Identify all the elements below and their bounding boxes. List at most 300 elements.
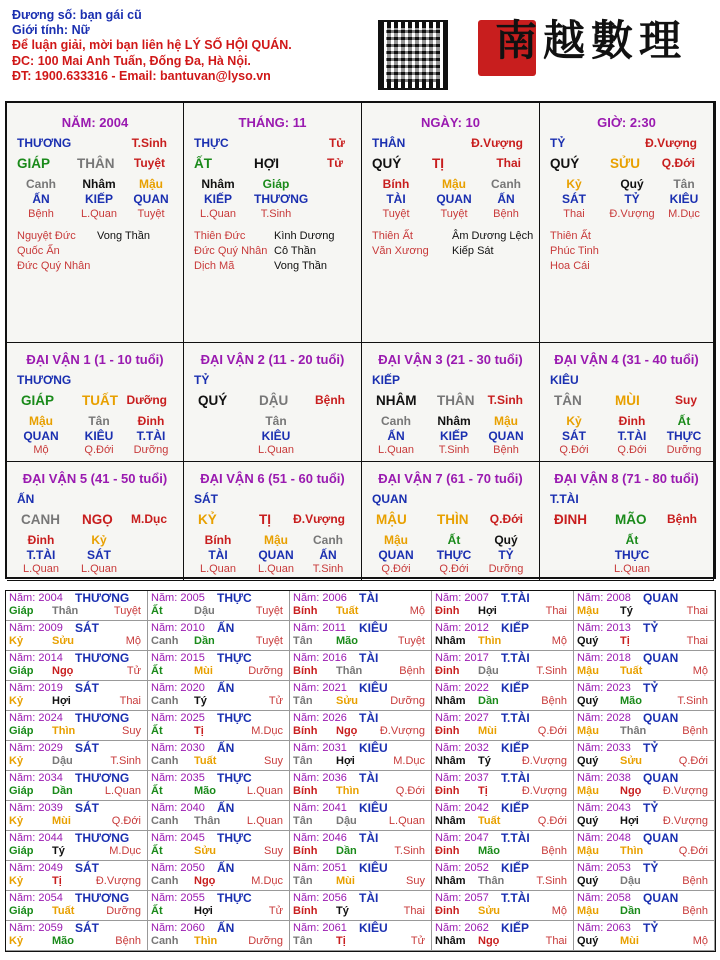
dai-van-star: T.TÀI <box>550 492 579 506</box>
dai-van-star: SÁT <box>194 492 218 506</box>
year-phase: Mộ <box>692 935 708 947</box>
address: ĐC: 100 Mai Anh Tuấn, Đống Đa, Hà Nội. <box>12 53 251 68</box>
year-label: Năm: 2025 <box>151 712 205 724</box>
year-star: THƯƠNG <box>75 891 130 905</box>
year-cell <box>290 921 432 951</box>
year-stem: Quý <box>577 755 599 767</box>
year-cell <box>290 681 432 711</box>
year-label: Năm: 2043 <box>577 802 631 814</box>
year-star: KIẾP <box>501 681 530 695</box>
year-phase: T.Sinh <box>394 845 425 857</box>
year-label: Năm: 2012 <box>435 622 489 634</box>
pillar-phase: Đ.Vượng <box>471 136 523 150</box>
year-table <box>5 590 716 952</box>
special-star: Kiếp Sát <box>452 245 494 257</box>
year-phase: Suy <box>264 845 283 857</box>
year-label: Năm: 2009 <box>9 622 63 634</box>
hidden-phase: Mộ <box>33 444 49 456</box>
hidden-phase: Tuyệt <box>137 208 165 220</box>
hidden-star: ẤN <box>319 548 337 562</box>
year-cell <box>574 861 715 891</box>
year-cell <box>290 831 432 861</box>
hidden-phase: Đ.Vượng <box>609 208 655 220</box>
year-stem: Tân <box>293 935 313 947</box>
hidden-phase: Q.Đới <box>617 444 647 456</box>
year-star: KIÊU <box>359 741 388 755</box>
year-stem: Canh <box>151 935 179 947</box>
special-star: Văn Xương <box>372 245 429 257</box>
hidden-phase: T.Sinh <box>260 208 292 220</box>
hidden-star: THỰC <box>614 548 650 562</box>
year-star: TỶ <box>643 681 659 695</box>
year-stem: Đinh <box>435 665 460 677</box>
year-star: THỰC <box>217 651 252 665</box>
year-star: KIẾP <box>501 921 530 935</box>
hidden-stem: Đinh <box>27 533 55 547</box>
year-branch: Mùi <box>336 875 355 887</box>
year-star: ẤN <box>217 861 235 875</box>
year-star: THỰC <box>217 591 252 605</box>
special-star: Đức Quý Nhân <box>194 245 268 257</box>
year-phase: Bệnh <box>682 725 708 737</box>
year-star: THƯƠNG <box>75 591 130 605</box>
hidden-stem: Mậu <box>29 414 53 428</box>
dai-van-cell <box>184 343 362 462</box>
hidden-phase: Bệnh <box>493 208 519 220</box>
year-branch: Ngọ <box>478 935 500 947</box>
year-label: Năm: 2036 <box>293 772 347 784</box>
hidden-stem: Bính <box>382 177 410 191</box>
hidden-phase: L.Quan <box>199 563 237 575</box>
year-label: Năm: 2005 <box>151 592 205 604</box>
year-cell <box>432 711 574 741</box>
hidden-star: QUAN <box>23 429 59 443</box>
hidden-phase: Q.Đới <box>559 444 589 456</box>
year-cell <box>432 591 574 621</box>
dai-van-mark: Dưỡng <box>126 393 167 407</box>
pillar-title: THÁNG: 11 <box>238 115 307 130</box>
year-branch: Dậu <box>478 665 499 677</box>
year-star: KIẾP <box>501 861 530 875</box>
earthly-branch: SỬU <box>610 156 640 171</box>
year-branch: Tuất <box>336 605 359 617</box>
year-stem: Nhâm <box>435 935 466 947</box>
year-star: KIÊU <box>359 681 388 695</box>
pillar-star: TỶ <box>550 136 566 150</box>
year-star: KIÊU <box>359 621 388 635</box>
hidden-star: SÁT <box>562 429 586 443</box>
year-star: KIẾP <box>501 801 530 815</box>
year-cell <box>290 801 432 831</box>
hidden-phase: Thai <box>563 208 585 220</box>
year-star: THỰC <box>217 891 252 905</box>
year-cell <box>148 861 290 891</box>
year-label: Năm: 2006 <box>293 592 347 604</box>
year-phase: T.Sinh <box>110 755 141 767</box>
hidden-star: KIÊU <box>84 429 114 443</box>
year-label: Năm: 2011 <box>293 622 346 634</box>
year-cell <box>148 591 290 621</box>
year-stem: Kỷ <box>9 635 24 647</box>
year-branch: Thìn <box>194 935 218 947</box>
year-phase: Đ.Vượng <box>662 785 708 797</box>
year-star: KIÊU <box>359 801 388 815</box>
hidden-stem: Canh <box>381 414 411 428</box>
qr-code[interactable] <box>378 20 448 90</box>
year-star: TỶ <box>643 861 659 875</box>
year-stem: Canh <box>151 755 179 767</box>
year-cell <box>148 741 290 771</box>
year-star: QUAN <box>643 891 679 905</box>
hidden-star: TÀI <box>386 192 406 206</box>
year-label: Năm: 2004 <box>9 592 63 604</box>
year-cell <box>290 621 432 651</box>
year-branch: Dậu <box>52 755 73 767</box>
year-branch: Mão <box>478 845 500 857</box>
year-stem: Quý <box>577 815 599 827</box>
year-star: KIÊU <box>359 921 388 935</box>
year-branch: Ngọ <box>52 665 74 677</box>
year-branch: Ngọ <box>336 725 358 737</box>
year-cell <box>148 921 290 951</box>
year-stem: Nhâm <box>435 755 466 767</box>
hidden-star: T.TÀI <box>617 429 647 443</box>
year-phase: Q.Đới <box>678 845 708 857</box>
year-cell <box>290 891 432 921</box>
year-branch: Mùi <box>620 935 639 947</box>
year-cell <box>432 861 574 891</box>
year-label: Năm: 2038 <box>577 772 631 784</box>
year-phase: Q.Đới <box>678 755 708 767</box>
pillar-mark: Thai <box>496 156 521 170</box>
year-stem: Canh <box>151 695 179 707</box>
earthly-branch: TỊ <box>259 512 271 527</box>
year-stem: Quý <box>577 635 599 647</box>
year-label: Năm: 2046 <box>293 832 347 844</box>
dai-van-star: KIẾP <box>372 373 401 387</box>
year-branch: Dần <box>194 635 215 647</box>
year-label: Năm: 2040 <box>151 802 205 814</box>
year-branch: Hợi <box>478 605 497 617</box>
year-stem: Bính <box>293 725 318 737</box>
year-star: SÁT <box>75 861 99 875</box>
dai-van-title: ĐẠI VẬN 5 (41 - 50 tuổi) <box>22 471 168 486</box>
dai-van-title: ĐẠI VẬN 8 (71 - 80 tuổi) <box>554 471 699 486</box>
year-cell <box>574 771 715 801</box>
year-stem: Bính <box>293 785 318 797</box>
year-branch: Tị <box>478 785 488 797</box>
hidden-star: TỶ <box>624 192 640 206</box>
pillar-mark: Q.Đới <box>661 156 695 170</box>
year-stem: Canh <box>151 815 179 827</box>
hidden-star: T.TÀI <box>26 548 56 562</box>
dai-van-star: KIÊU <box>550 373 579 387</box>
year-stem: Bính <box>293 845 318 857</box>
year-star: QUAN <box>643 771 679 785</box>
earthly-branch: TUẤT <box>82 393 118 408</box>
year-label: Năm: 2037 <box>435 772 489 784</box>
year-label: Năm: 2058 <box>577 892 631 904</box>
year-stem: Đinh <box>435 785 460 797</box>
year-phase: Suy <box>264 755 283 767</box>
hidden-stem: Mậu <box>264 533 288 547</box>
year-cell <box>574 801 715 831</box>
hidden-star: KIẾP <box>439 429 468 443</box>
hidden-phase: T.Sinh <box>438 444 470 456</box>
special-star: Thiên Ất <box>550 230 591 242</box>
year-cell <box>574 711 715 741</box>
year-phase: Bệnh <box>541 695 567 707</box>
year-star: T.TÀI <box>501 831 530 845</box>
year-label: Năm: 2056 <box>293 892 347 904</box>
year-label: Năm: 2063 <box>577 922 631 934</box>
year-cell <box>432 771 574 801</box>
hidden-star: SÁT <box>562 192 586 206</box>
year-stem: Mậu <box>577 785 599 797</box>
year-phase: Tử <box>268 905 283 917</box>
year-star: QUAN <box>643 831 679 845</box>
hidden-phase: Tuyệt <box>440 208 468 220</box>
year-phase: T.Sinh <box>536 665 567 677</box>
heavenly-stem: KỶ <box>198 512 217 527</box>
heavenly-stem: QUÝ <box>198 393 228 408</box>
year-stem: Ất <box>151 605 163 617</box>
hidden-stem: Tân <box>265 414 287 428</box>
year-star: THỰC <box>217 831 252 845</box>
hidden-stem: Quý <box>494 533 518 547</box>
year-phase: Thai <box>545 605 567 617</box>
year-branch: Ngọ <box>620 785 642 797</box>
year-star: THƯƠNG <box>75 771 130 785</box>
heavenly-stem: NHÂM <box>376 393 417 408</box>
year-cell <box>6 771 148 801</box>
hidden-star: TỶ <box>498 548 514 562</box>
year-stem: Giáp <box>9 725 34 737</box>
year-star: ẤN <box>217 681 235 695</box>
year-label: Năm: 2029 <box>9 742 63 754</box>
year-branch: Thân <box>336 665 363 677</box>
year-stem: Bính <box>293 905 318 917</box>
year-cell <box>574 891 715 921</box>
year-star: SÁT <box>75 801 99 815</box>
year-phase: Tuyệt <box>397 635 425 647</box>
brand-char: 南 <box>495 16 540 65</box>
year-star: THỰC <box>217 711 252 725</box>
year-branch: Mùi <box>478 725 497 737</box>
year-label: Năm: 2031 <box>293 742 347 754</box>
year-star: ẤN <box>217 801 235 815</box>
year-cell <box>148 831 290 861</box>
hidden-stem: Tân <box>88 414 110 428</box>
year-phase: Dưỡng <box>390 695 425 707</box>
hidden-star: KIÊU <box>261 429 291 443</box>
year-stem: Giáp <box>9 605 34 617</box>
pillar-cell <box>362 103 540 343</box>
year-phase: L.Quan <box>246 815 283 827</box>
pillar-title: NĂM: 2004 <box>61 115 129 130</box>
year-cell <box>148 771 290 801</box>
dai-van-title: ĐẠI VẬN 3 (21 - 30 tuổi) <box>378 352 523 367</box>
heavenly-stem: ẤT <box>194 156 212 171</box>
special-star: Kình Dương <box>274 230 335 242</box>
year-cell <box>148 621 290 651</box>
year-stem: Tân <box>293 815 313 827</box>
earthly-branch: MÙI <box>615 393 640 408</box>
year-phase: Tử <box>410 935 425 947</box>
year-phase: T.Sinh <box>677 695 708 707</box>
gender: Giới tính: Nữ <box>12 23 90 38</box>
year-stem: Nhâm <box>435 815 466 827</box>
year-label: Năm: 2010 <box>151 622 205 634</box>
year-star: SÁT <box>75 681 99 695</box>
year-label: Năm: 2057 <box>435 892 489 904</box>
year-branch: Mùi <box>52 815 71 827</box>
hidden-star: T.TÀI <box>136 429 166 443</box>
heavenly-stem: MẬU <box>376 512 407 527</box>
year-phase: Đ.Vượng <box>95 875 141 887</box>
year-label: Năm: 2048 <box>577 832 631 844</box>
year-phase: Thai <box>545 935 567 947</box>
year-label: Năm: 2051 <box>293 862 347 874</box>
year-star: SÁT <box>75 921 99 935</box>
year-stem: Ất <box>151 845 163 857</box>
dai-van-title: ĐẠI VẬN 7 (61 - 70 tuổi) <box>378 471 523 486</box>
hidden-star: QUAN <box>488 429 524 443</box>
year-label: Năm: 2021 <box>293 682 347 694</box>
hidden-stem: Quý <box>620 177 644 191</box>
year-stem: Kỷ <box>9 815 24 827</box>
header <box>12 8 292 84</box>
year-cell <box>432 831 574 861</box>
heavenly-stem: QUÝ <box>372 156 402 171</box>
year-branch: Mão <box>620 695 642 707</box>
year-star: TỶ <box>643 621 659 635</box>
heavenly-stem: TÂN <box>554 393 582 408</box>
pillar-phase: Tử <box>328 136 345 150</box>
year-cell <box>432 621 574 651</box>
year-cell <box>290 591 432 621</box>
year-label: Năm: 2050 <box>151 862 205 874</box>
year-star: TỶ <box>643 741 659 755</box>
year-stem: Mậu <box>577 725 599 737</box>
earthly-branch: THÌN <box>437 512 469 527</box>
dai-van-star: TỶ <box>194 373 210 387</box>
dai-van-cell <box>540 462 714 581</box>
dai-van-mark: T.Sinh <box>487 393 523 407</box>
year-star: SÁT <box>75 621 99 635</box>
hidden-star: ẤN <box>387 429 405 443</box>
year-branch: Tý <box>194 695 207 707</box>
year-label: Năm: 2018 <box>577 652 631 664</box>
year-stem: Mậu <box>577 905 599 917</box>
year-label: Năm: 2030 <box>151 742 205 754</box>
year-branch: Dậu <box>620 875 641 887</box>
hidden-stem: Bính <box>204 533 232 547</box>
year-branch: Sửu <box>478 905 501 917</box>
hidden-star: SÁT <box>87 548 111 562</box>
year-stem: Mậu <box>577 605 599 617</box>
year-phase: Q.Đới <box>395 785 425 797</box>
hidden-stem: Mậu <box>384 533 408 547</box>
hidden-stem: Nhâm <box>437 414 471 428</box>
year-stem: Quý <box>577 695 599 707</box>
hidden-star: THƯƠNG <box>254 192 309 206</box>
brand-char: 數 <box>591 16 636 65</box>
year-star: TÀI <box>359 771 379 785</box>
year-cell <box>148 711 290 741</box>
year-stem: Mậu <box>577 845 599 857</box>
hidden-phase: Dưỡng <box>133 444 169 456</box>
year-cell <box>574 621 715 651</box>
year-phase: Thai <box>119 695 141 707</box>
year-star: T.TÀI <box>501 891 530 905</box>
year-label: Năm: 2045 <box>151 832 205 844</box>
hidden-stem: Mậu <box>139 177 163 191</box>
year-cell <box>6 801 148 831</box>
hidden-phase: M.Dục <box>668 208 700 220</box>
year-label: Năm: 2052 <box>435 862 489 874</box>
year-phase: Bệnh <box>399 665 425 677</box>
hidden-stem: Ất <box>677 414 691 428</box>
year-stem: Đinh <box>435 725 460 737</box>
special-star: Thiên Ất <box>372 230 413 242</box>
dai-van-star: ẤN <box>17 492 35 506</box>
year-branch: Sửu <box>620 755 643 767</box>
year-star: SÁT <box>75 741 99 755</box>
year-star: KIÊU <box>359 861 388 875</box>
year-cell <box>432 681 574 711</box>
year-phase: Mộ <box>551 635 567 647</box>
hidden-phase: Bệnh <box>28 208 54 220</box>
year-phase: L.Quan <box>246 785 283 797</box>
year-phase: Mộ <box>692 665 708 677</box>
year-cell <box>6 591 148 621</box>
year-cell <box>6 891 148 921</box>
year-stem: Kỷ <box>9 875 24 887</box>
year-stem: Nhâm <box>435 635 466 647</box>
year-stem: Giáp <box>9 845 34 857</box>
year-label: Năm: 2047 <box>435 832 489 844</box>
hidden-star: QUAN <box>378 548 414 562</box>
year-phase: Đ.Vượng <box>521 755 567 767</box>
dai-van-mark: Bệnh <box>315 393 345 407</box>
year-phase: M.Dục <box>251 875 283 887</box>
year-cell <box>6 651 148 681</box>
year-label: Năm: 2041 <box>293 802 347 814</box>
special-star: Dịch Mã <box>194 260 235 272</box>
pillar-phase: T.Sinh <box>131 136 167 150</box>
year-phase: Tử <box>268 695 283 707</box>
pillar-star: THỰC <box>194 136 229 150</box>
year-cell <box>432 801 574 831</box>
year-cell <box>432 741 574 771</box>
year-stem: Nhâm <box>435 875 466 887</box>
year-cell <box>574 831 715 861</box>
hidden-stem: Ất <box>625 533 639 547</box>
hidden-stem: Mậu <box>442 177 466 191</box>
dai-van-cell <box>184 462 362 581</box>
year-star: KIẾP <box>501 741 530 755</box>
hidden-phase: L.Quan <box>22 563 60 575</box>
year-label: Năm: 2019 <box>9 682 63 694</box>
year-label: Năm: 2020 <box>151 682 205 694</box>
hidden-phase: Q.Đới <box>439 563 469 575</box>
year-stem: Đinh <box>435 605 460 617</box>
dai-van-mark: Suy <box>674 393 697 407</box>
year-branch: Dậu <box>194 605 215 617</box>
hidden-stem: Canh <box>491 177 521 191</box>
year-star: T.TÀI <box>501 771 530 785</box>
